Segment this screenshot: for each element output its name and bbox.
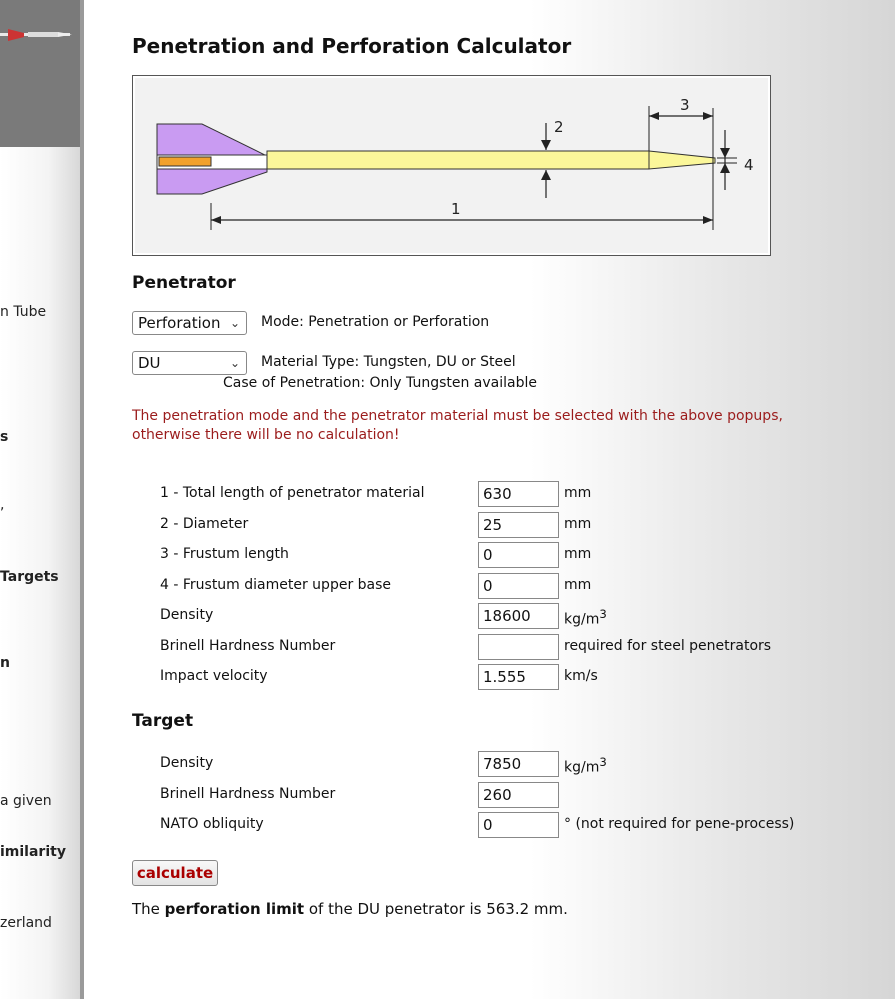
field-unit: mm <box>564 516 592 532</box>
field-unit: $kg/m^3$ <box>564 755 607 776</box>
rod-body <box>267 151 649 169</box>
sidebar-item[interactable]: imilarity <box>0 844 66 860</box>
target-density-input[interactable]: 7850 <box>478 751 559 777</box>
nato-obliquity-input[interactable]: 0 <box>478 812 559 838</box>
field-label: Brinell Hardness Number <box>160 638 336 654</box>
chevron-down-icon: ⌄ <box>229 356 240 370</box>
field-label: 2 - Diameter <box>160 516 249 532</box>
penetrator-heading: Penetrator <box>132 273 236 293</box>
dimension-label-3: 3 <box>680 96 690 114</box>
field-unit: mm <box>564 546 592 562</box>
sidebar <box>0 0 80 999</box>
mode-select-value: Perforation <box>138 314 221 332</box>
diameter-input[interactable]: 25 <box>478 512 559 538</box>
sidebar-item[interactable]: n <box>0 655 10 671</box>
field-row-frustum-diameter <box>160 573 860 599</box>
penetrator-brinell-input[interactable] <box>478 634 559 660</box>
material-note: Case of Penetration: Only Tungsten available <box>223 375 537 391</box>
field-row-diameter <box>160 512 860 538</box>
field-row-total-length <box>160 481 860 507</box>
target-brinell-input[interactable]: 260 <box>478 782 559 808</box>
field-label: Impact velocity <box>160 668 268 684</box>
field-row-nato-obliquity <box>160 812 860 838</box>
field-row-impact-velocity <box>160 664 860 690</box>
page-title: Penetration and Perforation Calculator <box>132 34 572 58</box>
field-label: NATO obliquity <box>160 816 264 832</box>
penetrator-diagram <box>132 75 771 256</box>
field-unit: km/s <box>564 668 598 684</box>
field-row-target-brinell <box>160 782 860 808</box>
field-label: 4 - Frustum diameter upper base <box>160 577 392 593</box>
result-emphasis: perforation limit <box>164 900 305 918</box>
dimension-label-1: 1 <box>451 200 461 218</box>
frustum-length-input[interactable]: 0 <box>478 542 559 568</box>
dimension-label-4: 4 <box>744 156 754 174</box>
field-unit: mm <box>564 577 592 593</box>
field-row-target-density <box>160 751 860 777</box>
field-label: Density <box>160 607 214 623</box>
field-unit: mm <box>564 485 592 501</box>
total-length-input[interactable]: 630 <box>478 481 559 507</box>
field-row-penetrator-density <box>160 603 860 629</box>
sidebar-item[interactable]: zerland <box>0 915 52 931</box>
chevron-down-icon: ⌄ <box>229 316 240 330</box>
calculate-button[interactable]: calculate <box>132 860 218 886</box>
material-description: Material Type: Tungsten, DU or Steel <box>261 354 516 370</box>
impact-velocity-input[interactable]: 1.555 <box>478 664 559 690</box>
projectile-logo-icon <box>0 28 72 42</box>
field-unit: $kg/m^3$ <box>564 607 607 628</box>
penetrator-diagram-svg <box>135 78 768 253</box>
dimension-label-2: 2 <box>554 118 564 136</box>
result-text: The perforation limit of the DU penetrator is 563.2 mm. <box>132 900 568 918</box>
sidebar-item[interactable]: Targets <box>0 569 59 585</box>
material-select-value: DU <box>138 354 161 372</box>
mode-description: Mode: Penetration or Perforation <box>261 314 490 330</box>
penetrator-density-input[interactable]: 18600 <box>478 603 559 629</box>
main-content <box>84 0 895 999</box>
sidebar-item[interactable]: a given <box>0 793 52 809</box>
selection-warning: The penetration mode and the penetrator material must be selected with the above popups, otherwise there will be no calculation! <box>132 408 783 443</box>
field-row-frustum-length <box>160 542 860 568</box>
sidebar-item[interactable]: s <box>0 429 9 445</box>
field-label: Brinell Hardness Number <box>160 786 336 802</box>
field-unit: ° (not required for pene-process) <box>564 816 795 832</box>
sidebar-item[interactable]: , <box>0 497 5 513</box>
target-heading: Target <box>132 711 194 731</box>
field-label: Density <box>160 755 214 771</box>
field-label: 1 - Total length of penetrator material <box>160 485 425 501</box>
sidebar-logo-area <box>0 0 80 147</box>
field-unit: required for steel penetrators <box>564 638 772 654</box>
field-row-penetrator-brinell <box>160 634 860 660</box>
mode-select[interactable] <box>132 311 247 335</box>
material-select[interactable] <box>132 351 247 375</box>
frustum-diameter-input[interactable]: 0 <box>478 573 559 599</box>
field-label: 3 - Frustum length <box>160 546 289 562</box>
sidebar-item[interactable]: n Tube <box>0 304 47 320</box>
